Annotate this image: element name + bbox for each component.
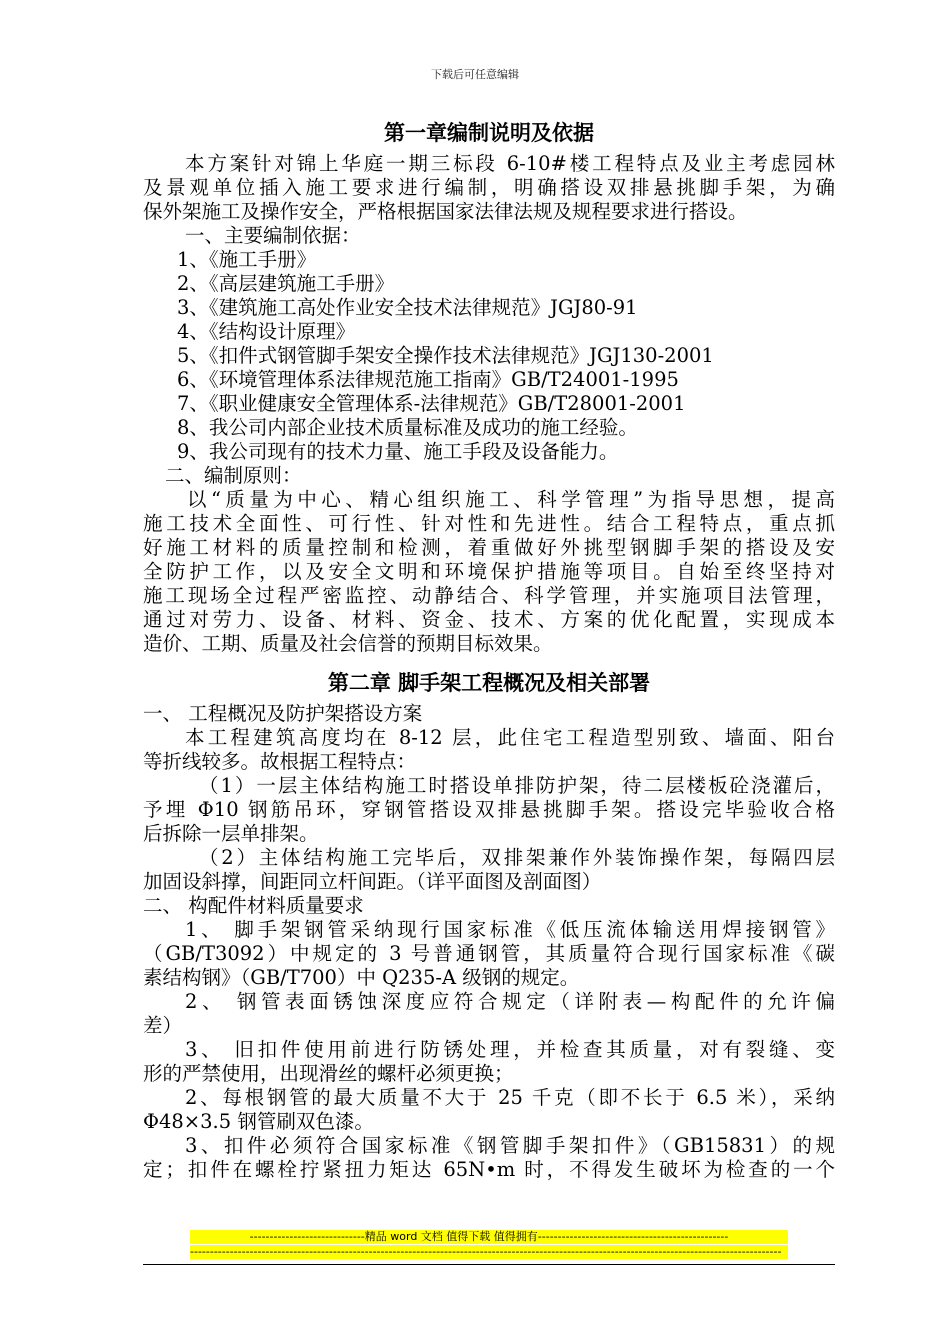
paragraph-line: 本方案针对锦上华庭一期三标段 6-10#楼工程特点及业主考虑园林 bbox=[185, 152, 835, 175]
paragraph-line: 予埋 Φ10 钢筋吊环，穿钢管搭设双排悬挑脚手架。搭设完毕验收合格 bbox=[143, 798, 835, 821]
section2-heading: 二、 构配件材料质量要求 bbox=[143, 894, 364, 917]
paragraph-line: 2、 钢管表面锈蚀深度应符合规定（详附表—构配件的允许偏 bbox=[185, 990, 835, 1013]
basis-heading: 一、主要编制依据： bbox=[185, 224, 361, 247]
paragraph-line: （1）一层主体结构施工时搭设单排防护架，待二层楼板砼浇灌后， bbox=[199, 774, 835, 797]
paragraph-line: 加固设斜撑，间距同立杆间距。（详平面图及剖面图） bbox=[143, 870, 602, 893]
paragraph-line: 定；扣件在螺栓拧紧扭力矩达 65N•m 时，不得发生破坏为检查的一个 bbox=[143, 1158, 835, 1181]
paragraph-line: 2、每根钢管的最大质量不大于 25 千克（即不长于 6.5 米），采纳 bbox=[185, 1086, 835, 1109]
paragraph-line: 本工程建筑高度均在 8-12 层，此住宅工程造型别致、墙面、阳台 bbox=[185, 726, 835, 749]
list-item: 1、《施工手册》 bbox=[177, 248, 317, 271]
requirement-1 bbox=[143, 918, 835, 990]
paragraph-line: （GB/T3092）中规定的 3 号普通钢管，其质量符合现行国家标准《碳 bbox=[143, 942, 835, 965]
chapter1-intro bbox=[143, 152, 835, 224]
paragraph-line: 差） bbox=[143, 1014, 183, 1037]
paragraph-line: 等折线较多。故根据工程特点： bbox=[143, 750, 417, 773]
chapter1-title: 第一章编制说明及依据 bbox=[384, 121, 594, 145]
paragraph-line: 造价、工期、质量及社会信誉的预期目标效果。 bbox=[143, 632, 553, 655]
list-item: 3、《建筑施工高处作业安全技术法律规范》JGJ80-91 bbox=[177, 296, 638, 319]
list-item: 9、我公司现有的技术力量、施工手段及设备能力。 bbox=[177, 440, 619, 463]
paragraph-line: 施工现场全过程严密监控、动静结合、科学管理，并实施项目法管理， bbox=[143, 584, 835, 607]
section1-heading: 一、 工程概况及防护架搭设方案 bbox=[143, 702, 423, 725]
paragraph-line: 3、 旧扣件使用前进行防锈处理，并检查其质量，对有裂缝、变 bbox=[185, 1038, 835, 1061]
page-header-note: 下载后可任意编辑 bbox=[431, 68, 519, 81]
paragraph-line: 以“质量为中心、精心组织施工、科学管理”为指导思想，提高 bbox=[187, 488, 835, 511]
list-item: 7、《职业健康安全管理体系-法律规范》GB/T28001-2001 bbox=[177, 392, 686, 415]
footer-divider bbox=[143, 1264, 835, 1265]
paragraph-line: Φ48×3.5 钢管刷双色漆。 bbox=[143, 1110, 374, 1133]
scheme-item-1 bbox=[143, 774, 835, 846]
scheme-item-2 bbox=[143, 846, 835, 894]
footer-dash-line: ----------------------------------------------------------------------------------------------------------------------------------------------------- bbox=[190, 1245, 788, 1259]
list-item: 8、我公司内部企业技术质量标准及成功的施工经验。 bbox=[177, 416, 638, 439]
paragraph-line: 1、 脚手架钢管采纳现行国家标准《低压流体输送用焊接钢管》 bbox=[185, 918, 835, 941]
chapter2-title: 第二章 脚手架工程概况及相关部署 bbox=[327, 671, 651, 695]
paragraph-line: 素结构钢》（GB/T700）中 Q235-A 级钢的规定。 bbox=[143, 966, 580, 989]
paragraph-line: 保外架施工及操作安全，严格根据国家法律法规及规程要求进行搭设。 bbox=[143, 200, 748, 223]
paragraph-line: 3、扣件必须符合国家标准《钢管脚手架扣件》（GB15831）的规 bbox=[185, 1134, 835, 1157]
basis-list bbox=[143, 248, 835, 464]
paragraph-line: 施工技术全面性、可行性、针对性和先进性。结合工程特点，重点抓 bbox=[143, 512, 835, 535]
principle-paragraph bbox=[143, 488, 835, 656]
list-item: 5、《扣件式钢管脚手架安全操作技术法律规范》JGJ130-2001 bbox=[177, 344, 714, 367]
list-item: 6、《环境管理体系法律规范施工指南》GB/T24001-1995 bbox=[177, 368, 679, 391]
list-item: 2、《高层建筑施工手册》 bbox=[177, 272, 395, 295]
requirement-4 bbox=[143, 1086, 835, 1134]
section1-paragraph bbox=[143, 726, 835, 774]
footer-banner: -----------------------------精品 word 文档 值得下载 值得拥有------------------------------------------------ bbox=[190, 1230, 788, 1244]
list-item: 4、《结构设计原理》 bbox=[177, 320, 356, 343]
document-body bbox=[143, 114, 835, 1182]
requirement-3 bbox=[143, 1038, 835, 1086]
requirement-5 bbox=[143, 1134, 835, 1182]
paragraph-line: （2）主体结构施工完毕后，双排架兼作外装饰操作架，每隔四层 bbox=[199, 846, 835, 869]
requirement-2 bbox=[143, 990, 835, 1038]
paragraph-line: 全防护工作，以及安全文明和环境保护措施等项目。自始至终坚持对 bbox=[143, 560, 835, 583]
principle-heading: 二、编制原则： bbox=[165, 464, 302, 487]
paragraph-line: 好施工材料的质量控制和检测，着重做好外挑型钢脚手架的搭设及安 bbox=[143, 536, 835, 559]
paragraph-line: 形的严禁使用，出现滑丝的螺杆必须更换； bbox=[143, 1062, 514, 1085]
paragraph-line: 及景观单位插入施工要求进行编制，明确搭设双排悬挑脚手架，为确 bbox=[143, 176, 835, 199]
paragraph-line: 后拆除一层单排架。 bbox=[143, 822, 319, 845]
paragraph-line: 通过对劳力、设备、材料、资金、技术、方案的优化配置，实现成本 bbox=[143, 608, 835, 631]
